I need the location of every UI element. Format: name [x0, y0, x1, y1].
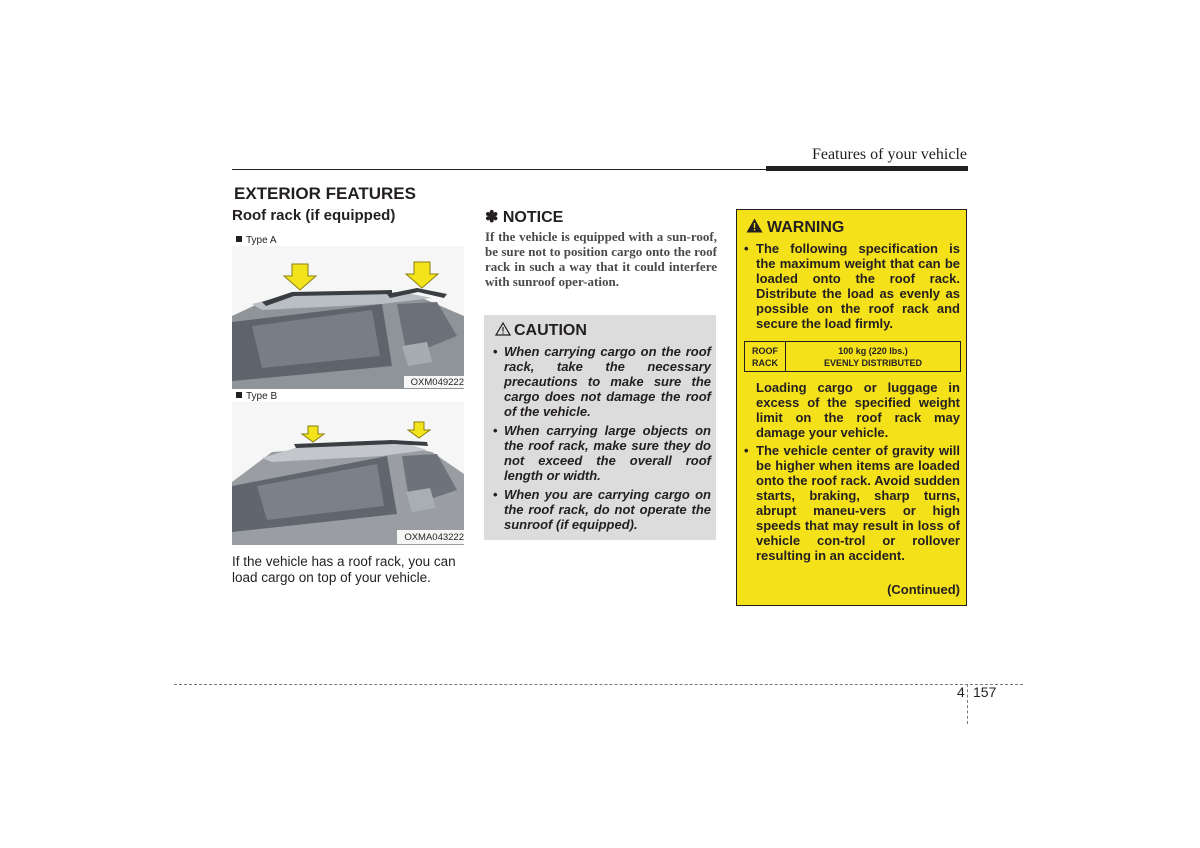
warning-item-2: The vehicle center of gravity will be higher when items are loaded onto the roof rack. Avoid sudden starts, braking, sharp turns, abrupt maneu-vers or high speeds that may result in loss of vehicle con-trol or rollover resulting in an accident. — [756, 443, 960, 563]
bullet-icon: • — [744, 241, 749, 256]
page-number: 157 — [973, 684, 997, 700]
section-title: EXTERIOR FEATURES — [234, 184, 416, 203]
caution-item: • When you are carrying cargo on the roof rack, do not operate the sunroof (if equipped). — [493, 487, 711, 532]
notice-text: If the vehicle is equipped with a sun-roof, be sure not to position cargo onto the roof rack in such a way that it could interfere with sunroof oper-ation. — [485, 229, 717, 289]
bullet-icon: • — [744, 443, 749, 458]
type-b-label: Type B — [236, 391, 277, 402]
caution-item: • When carrying cargo on the roof rack, take the necessary precautions to make sure the cargo does not damage the roof of the vehicle. — [493, 344, 711, 419]
running-header: Features of your vehicle — [811, 146, 967, 163]
warning-title: WARNING — [746, 218, 844, 237]
header-rule-thick — [766, 166, 968, 171]
type-b-image-code: OXMA043222 — [404, 532, 464, 543]
notice-title: ✽ NOTICE — [485, 209, 564, 226]
chapter-number: 4 — [957, 684, 965, 700]
spec-table — [744, 341, 961, 372]
caution-title: CAUTION — [495, 322, 587, 340]
warning-triangle-icon — [746, 218, 763, 233]
continued-label: (Continued) — [887, 582, 960, 597]
warning-paragraph: Loading cargo or luggage in excess of the specified weight limit on the roof rack may damage your vehicle. — [756, 380, 960, 440]
spec-value: 100 kg (220 lbs.) EVENLY DISTRIBUTED — [823, 346, 923, 368]
square-bullet-icon — [236, 392, 242, 398]
roof-rack-photo-type-a — [232, 246, 464, 389]
warning-item-1: The following specification is the maximum weight that can be loaded onto the roof rack. Distribute the load as evenly as possible on the roof rack and secure the load firmly. — [756, 241, 960, 331]
type-a-label: Type A — [236, 235, 277, 246]
body-paragraph: If the vehicle has a roof rack, you can load cargo on top of your vehicle. — [232, 554, 456, 585]
caution-triangle-icon — [495, 322, 511, 336]
spec-label: ROOF RACK — [752, 346, 778, 368]
square-bullet-icon — [236, 236, 242, 242]
subsection-title: Roof rack (if equipped) — [232, 207, 396, 224]
type-a-image-code: OXM049222 — [410, 377, 464, 388]
caution-item: • When carrying large objects on the roof rack, make sure they do not exceed the overall roof length or width. — [493, 423, 711, 483]
caution-list — [493, 344, 711, 536]
footer-dashed-divider — [967, 684, 968, 724]
roof-rack-photo-type-b — [232, 402, 464, 545]
footer-dashed-rule — [174, 684, 1023, 685]
